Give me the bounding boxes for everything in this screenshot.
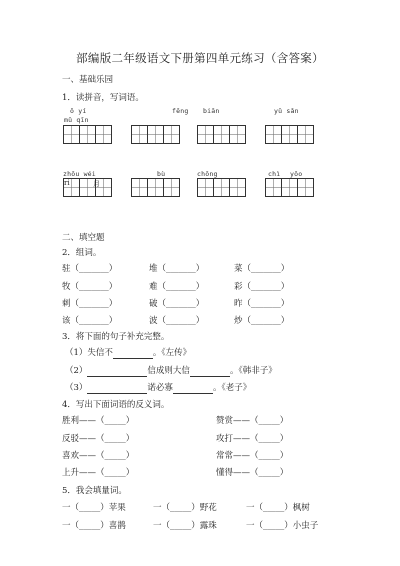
word-item: 刺（_______） bbox=[62, 299, 118, 309]
pinyin-label: biān bbox=[203, 107, 220, 115]
antonym-item: 喜欢——（_____） bbox=[62, 451, 135, 461]
word-item: 堆（_______） bbox=[149, 264, 205, 274]
word-item: 该（_______） bbox=[62, 316, 118, 326]
measure-word-item: 一（_____）野花 bbox=[153, 503, 217, 513]
fill-line: （3） 诺必寡 。《老子》 bbox=[65, 383, 252, 393]
measure-word-item: 一（_____）露珠 bbox=[153, 521, 217, 531]
answer-blank[interactable] bbox=[190, 366, 230, 377]
word-item: 波（_______） bbox=[149, 316, 205, 326]
pinyin-label: yōo bbox=[290, 170, 303, 178]
writing-grid[interactable] bbox=[197, 125, 245, 144]
fill-line: （2） 信成则大信 。《韩非子》 bbox=[65, 366, 277, 376]
measure-word-item: 一（_____）枫树 bbox=[246, 503, 310, 513]
word-item: 彩（_______） bbox=[234, 282, 290, 292]
measure-word-item: 一（_____）小虫子 bbox=[246, 521, 319, 531]
pinyin-label: zhōu wéi bbox=[63, 170, 96, 178]
section-1-heading: 一、基础乐园 bbox=[62, 75, 114, 85]
word-item: 菜（_______） bbox=[234, 264, 290, 274]
answer-blank[interactable] bbox=[87, 383, 147, 394]
answer-blank[interactable] bbox=[113, 348, 153, 359]
antonym-item: 懂得——（_____） bbox=[216, 468, 289, 478]
grid-char: ri bbox=[64, 179, 70, 187]
antonym-item: 上升——（_____） bbox=[62, 468, 135, 478]
measure-word-item: 一（_____）喜鹊 bbox=[62, 521, 126, 531]
q4-prompt: 4．写出下面词语的反义词。 bbox=[62, 400, 170, 410]
word-item: 破（_______） bbox=[149, 299, 205, 309]
pinyin-label: chì bbox=[268, 170, 281, 178]
word-item: 昨（_______） bbox=[234, 299, 290, 309]
word-item: 难（_______） bbox=[149, 282, 205, 292]
writing-grid[interactable] bbox=[197, 178, 245, 197]
writing-grid[interactable] bbox=[63, 178, 111, 197]
answer-blank[interactable] bbox=[87, 366, 147, 377]
antonym-item: 反驳——（_____） bbox=[62, 434, 135, 444]
measure-word-item: 一（_____）苹果 bbox=[62, 503, 126, 513]
section-2-heading: 二、填空题 bbox=[62, 233, 105, 243]
writing-grid[interactable] bbox=[265, 125, 313, 144]
q2-prompt: 2．组词。 bbox=[62, 248, 102, 258]
writing-grid[interactable] bbox=[63, 125, 111, 144]
antonym-item: 胜利——（_____） bbox=[62, 416, 135, 426]
writing-grid[interactable] bbox=[131, 178, 179, 197]
answer-blank[interactable] bbox=[173, 383, 213, 394]
pinyin-label: bù bbox=[157, 170, 166, 178]
pinyin-label: ō yí bbox=[70, 107, 87, 115]
antonym-item: 赞赏——（_____） bbox=[216, 416, 289, 426]
writing-grid[interactable] bbox=[265, 178, 313, 197]
antonym-item: 常常——（_____） bbox=[216, 451, 289, 461]
q5-prompt: 5．我会填量词。 bbox=[62, 486, 127, 496]
antonym-item: 攻打——（_____） bbox=[216, 434, 289, 444]
word-item: 炒（_______） bbox=[234, 316, 290, 326]
word-item: 牧（_______） bbox=[62, 282, 118, 292]
q1-prompt: 1．读拼音，写词语。 bbox=[62, 93, 144, 103]
page-title: 部编版二年级语文下册第四单元练习（含答案） bbox=[76, 51, 324, 65]
pinyin-label: fēng bbox=[172, 107, 189, 115]
pinyin-label: mǔ qīn bbox=[64, 116, 89, 124]
grid-char: 月 bbox=[93, 180, 100, 188]
pinyin-label: yǔ sǎn bbox=[274, 107, 299, 115]
q3-prompt: 3．将下面的句子补充完整。 bbox=[62, 332, 170, 342]
fill-line: （1）失信不 。《左传》 bbox=[65, 348, 192, 358]
word-item: 驻（_______） bbox=[62, 264, 118, 274]
pinyin-label: chōng bbox=[197, 170, 218, 178]
writing-grid[interactable] bbox=[131, 125, 179, 144]
